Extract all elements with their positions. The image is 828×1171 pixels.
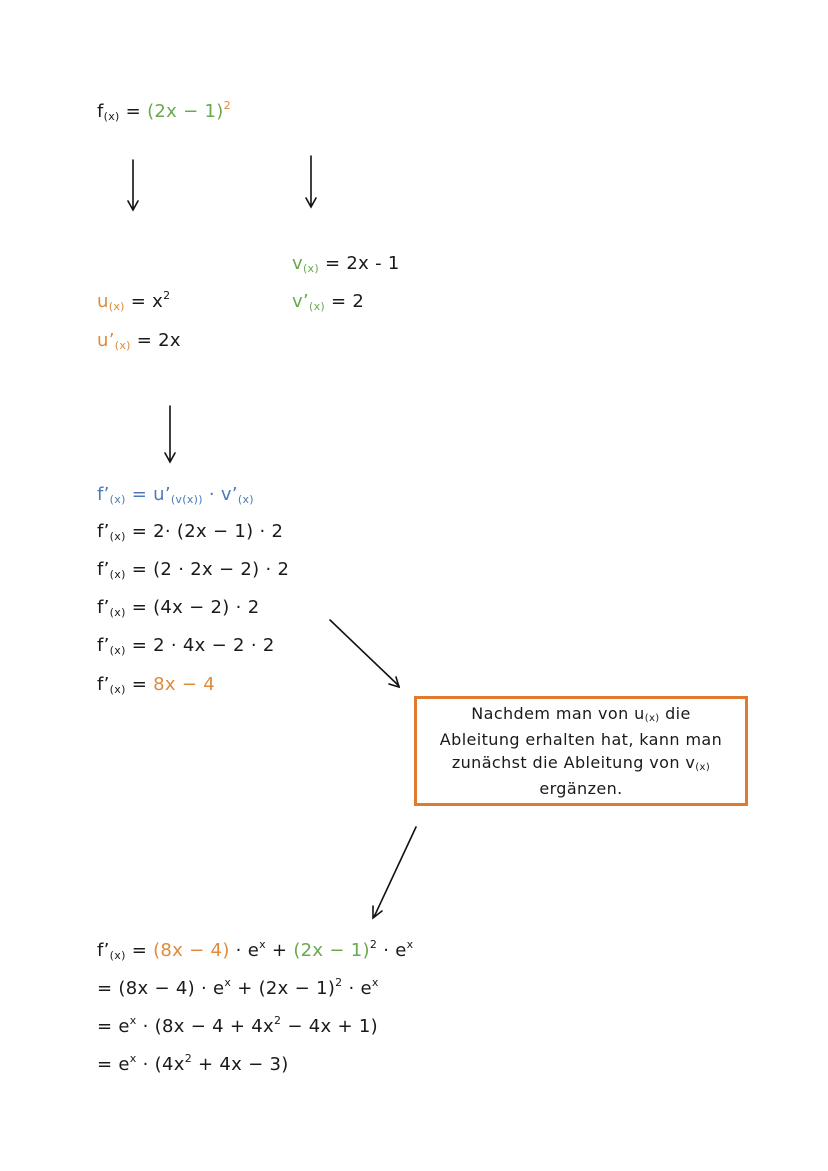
simplify-line: = $e^x \cdot (8x - 4 + 4x^2 - 4x + 1)$ (97, 1014, 378, 1037)
step-line: f’(x) = (2 · 2x − 2) · 2 (97, 559, 290, 581)
outer-derivative-u: u’(x) = 2x (97, 330, 181, 352)
derivative-result: f’(x) = 8x − 4 (97, 674, 215, 696)
chain-rule-formula: f’(x) = u’(v(x)) · v’(x) (97, 484, 254, 506)
step-line: f’(x) = 2· (2x − 1) · 2 (97, 521, 284, 543)
simplify-line: = $e^x \cdot (4x^2 + 4x - 3)$ (97, 1052, 289, 1075)
step-line: f’(x) = (4x − 2) · 2 (97, 597, 260, 619)
arrow-down-icon (128, 160, 138, 210)
outer-function-u: $u(x) = x^2$ (97, 289, 171, 313)
note-text: Nachdem man von u(x) die Ableitung erhalten hat, kann man zunächst die Ableitung von v(x) ergänzen. (439, 704, 723, 798)
inner-derivative-v: v’(x) = 2 (292, 291, 365, 313)
f-symbol: f (97, 101, 104, 122)
arrow-down-icon (306, 156, 316, 207)
arrow-down-icon (165, 406, 175, 462)
inner-function-v: v(x) = 2x - 1 (292, 253, 400, 275)
f-subscript: (x) (103, 110, 120, 123)
equals: = (119, 101, 148, 122)
bracket-inner: (2x − 1) (147, 101, 224, 122)
simplify-line: = $(8x - 4) \cdot e^x + (2x - 1)^2 \cdot e^x$ (97, 976, 379, 999)
step-line: f’(x) = 2 · 4x − 2 · 2 (97, 635, 275, 657)
arrow-diagonal-icon (330, 620, 399, 687)
outer-exponent: 2 (223, 99, 231, 112)
product-rule-line: f’(x) = $(8x - 4) \cdot e^x + (2x - 1)^2 \cdot e^x$ (97, 938, 414, 962)
arrow-diagonal-icon (373, 827, 416, 918)
